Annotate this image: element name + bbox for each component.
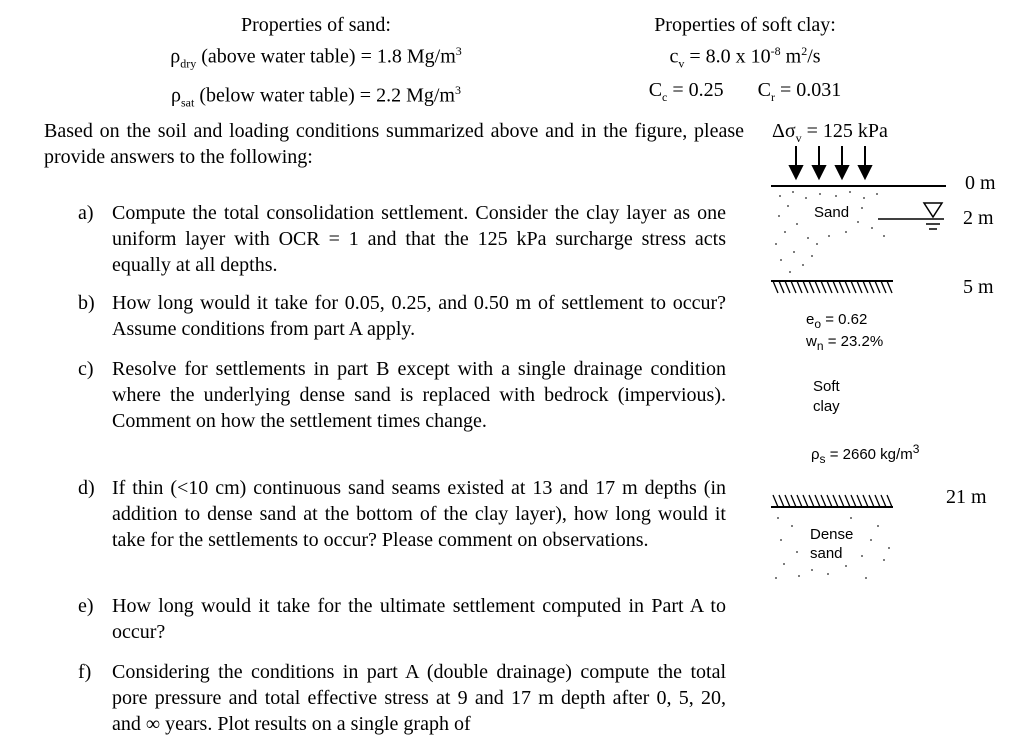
clay-properties-title: Properties of soft clay: — [654, 14, 836, 36]
clay-void-ratio: $e_o = 0.62$ — [806, 311, 868, 331]
intro-paragraph: Based on the soil and loading conditions summarized above and in the figure, please provide answers to the following: — [44, 120, 744, 168]
clay-top-boundary — [771, 281, 893, 293]
question-label: b) — [78, 292, 95, 314]
clay-water-content: $w_n = 23.2\%$ — [806, 333, 884, 353]
question-label: d) — [78, 477, 95, 499]
sand-rho-sat: $\rho_{sat}$ (below water table) = 2.2 $Mg/m^3$ — [171, 82, 461, 110]
clay-cr: $C_r = 0.031$ — [757, 78, 842, 104]
depth-label: 21 m — [946, 486, 987, 508]
question-text: How long would it take for the ultimate settlement computed in Part A to occur? — [112, 595, 726, 643]
dense-sand-label: Dense sand — [810, 526, 854, 562]
question-label: f) — [78, 661, 92, 683]
clay-cv: $c_v = 8.0$ x $10^{-8}$ $m^2/s$ — [669, 44, 821, 71]
depth-label: 0 m — [965, 172, 996, 194]
question-text: If thin (<10 cm) continuous sand seams existed at 13 and 17 m depths (in addition to dense sand at the bottom of the clay layer), how long would it take for the settlements to occur? Please comment on observations. — [112, 477, 726, 551]
sand-properties-title: Properties of sand: — [241, 14, 391, 36]
depth-label: 5 m — [963, 276, 994, 298]
question-text: Considering the conditions in part A (double drainage) compute the total pore pressure and total effective stress at 9 and 17 m depth after 0, 5, 20, and ∞ years. Plot results on a single graph of — [112, 661, 726, 735]
sand-rho-dry: $\rho_{dry}$ (above water table) = 1.8 $Mg/m^3$ — [170, 44, 462, 71]
question-text: Compute the total consolidation settlement. Consider the clay layer as one uniform layer with OCR = 1 and that the 125 kPa surcharge stress acts equally at all depths. — [112, 202, 726, 276]
question-label: a) — [78, 202, 94, 224]
load-label: $\Delta\sigma_v = 125$ kPa — [772, 120, 888, 145]
water-table-icon — [878, 203, 944, 229]
question-label: c) — [78, 358, 94, 380]
depth-label: 2 m — [963, 207, 994, 229]
soft-clay-label: Soft clay — [813, 378, 840, 415]
clay-bottom-boundary — [771, 495, 893, 507]
sand-layer-label: Sand — [814, 204, 850, 221]
clay-cc: $C_c = 0.25$ — [648, 78, 724, 104]
question-text: Resolve for settlements in part B except with a single drainage condition where the underlying dense sand is replaced with bedrock (impervious). Comment on how the settlement times change. — [112, 358, 726, 432]
question-text: How long would it take for 0.05, 0.25, and 0.50 m of settlement to occur? Assume conditions from part A apply. — [112, 292, 726, 340]
clay-particle-density: $\rho_s = 2660$ $kg/m^3$ — [811, 442, 920, 466]
question-label: e) — [78, 595, 94, 617]
